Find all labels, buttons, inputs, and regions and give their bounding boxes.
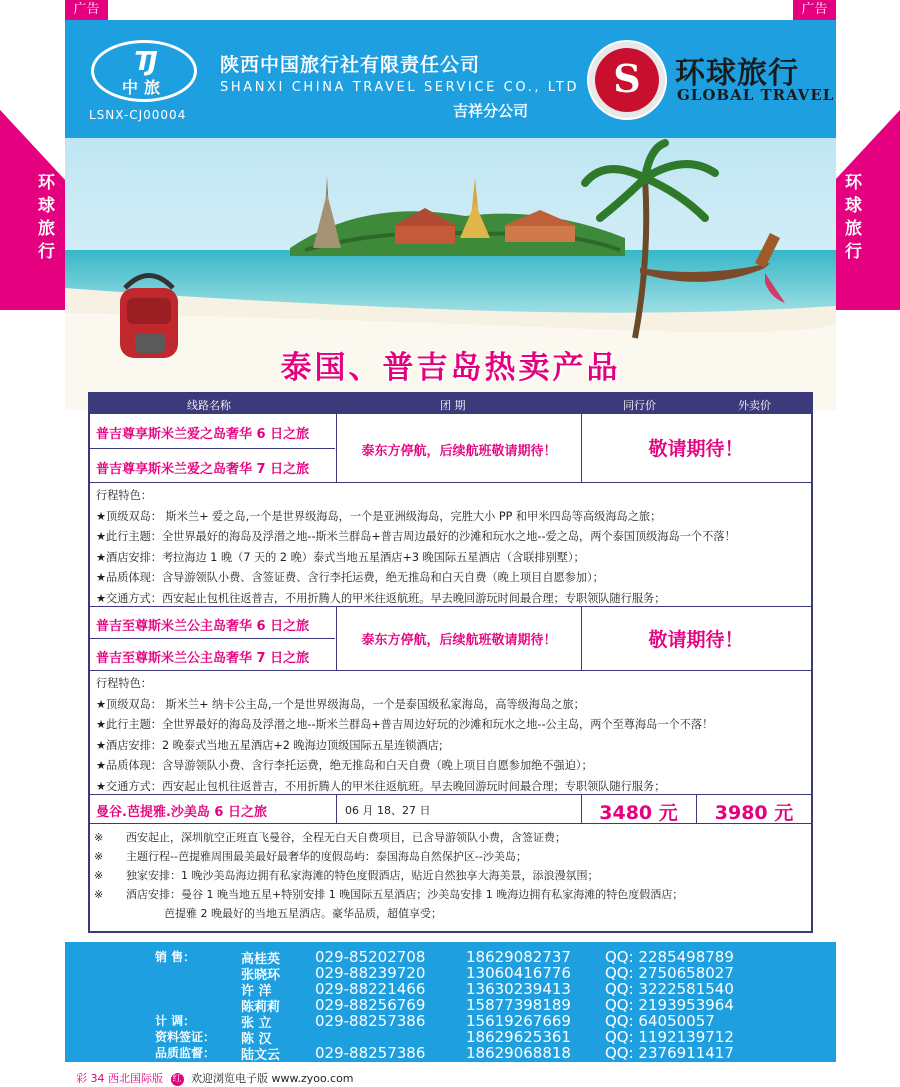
contact-role: 计 调： xyxy=(155,1014,196,1028)
feature-line: ★顶级双岛： 斯米兰+ 爱之岛,一个是世界级海岛，一个是亚洲级海岛，完胜大小 PP 和甲米四岛等高级海岛之旅； xyxy=(96,509,662,523)
ad-tag-right: 广告 xyxy=(793,0,836,20)
product-name: 普吉至尊斯米兰公主岛奢华 6 日之旅 xyxy=(96,619,310,634)
status-label: 泰东方停航，后续航班敬请期待！ xyxy=(361,444,557,459)
itinerary-features xyxy=(90,670,811,794)
retail-price-value: 3980 元 xyxy=(714,802,794,824)
page-footer xyxy=(76,1070,354,1086)
feature-line: 行程特色： xyxy=(96,489,152,502)
contact-name: 张 立 xyxy=(241,1016,272,1031)
price-note-label: 敬请期待！ xyxy=(648,438,744,460)
contact-qq: QQ: 1192139712 xyxy=(605,1028,734,1046)
feature-line: ★此行主题：全世界最好的海岛及浮潜之地--斯米兰群岛+普吉周边最好的沙滩和玩水之地--爱之岛，两个泰国顶级海岛一个不落！ xyxy=(96,530,736,544)
contact-row xyxy=(65,964,836,983)
feature-line: ★酒店安排：2 晚泰式当地五星酒店+2 晚海边顶级国际五星连锁酒店; xyxy=(96,738,443,752)
contact-row xyxy=(65,1044,836,1063)
header-route: 线路名称 xyxy=(187,399,231,412)
note-mark: ※ xyxy=(94,888,104,901)
side-ribbon-right xyxy=(835,110,900,310)
contact-row xyxy=(65,1028,836,1047)
contact-tel: 029-88221466 xyxy=(315,980,426,998)
product-name: 普吉至尊斯米兰公主岛奢华 7 日之旅 xyxy=(96,651,310,666)
product-name: 曼谷.芭提雅.沙美岛 6 日之旅 xyxy=(96,805,267,820)
product-table xyxy=(88,392,813,933)
contact-row xyxy=(65,948,836,967)
page-label: 彩 34 西北国际版 xyxy=(76,1072,163,1085)
red-badge-icon: 红 xyxy=(172,1073,182,1084)
contact-qq: QQ: 2750658027 xyxy=(605,964,734,982)
ribbon-char: 环 xyxy=(38,173,55,193)
tour-dates-label: 06 月 18、27 日 xyxy=(345,804,431,817)
feature-line: ★品质体现：含导游领队小费、含行李托运费，绝无推岛和白天自费（晚上项目自愿参加绝不强迫）； xyxy=(96,759,593,773)
note-text: 主题行程--芭提雅周围最美最好最奢华的度假岛屿：泰国海岛自然保护区--沙美岛； xyxy=(126,850,527,863)
contact-mobile: 15619267669 xyxy=(466,1012,571,1030)
note-line xyxy=(94,828,811,847)
cts-logo xyxy=(91,40,197,102)
logo-text: 中旅 xyxy=(121,78,166,97)
note-line xyxy=(94,847,811,866)
itinerary-features xyxy=(90,482,811,606)
note-text: 芭提雅 2 晚最好的当地五星酒店。豪华品质，超值享受； xyxy=(164,907,442,920)
tour-dates xyxy=(336,795,582,823)
company-name-cn: 陕西中国旅行社有限责任公司 xyxy=(220,54,481,76)
price-note-label: 敬请期待！ xyxy=(648,629,744,651)
ribbon-text-right xyxy=(845,172,863,264)
price-note xyxy=(581,414,811,482)
contact-qq: QQ: 2193953964 xyxy=(605,996,734,1014)
global-travel-logo xyxy=(589,42,665,118)
ribbon-char: 环 xyxy=(845,173,862,193)
contact-qq: QQ: 2285498789 xyxy=(605,948,734,966)
contact-row xyxy=(65,1012,836,1031)
row-divider xyxy=(90,638,335,639)
contact-name: 许 洋 xyxy=(241,984,272,999)
contact-mobile: 13060416776 xyxy=(466,964,571,982)
contact-name: 陈 汉 xyxy=(241,1032,272,1047)
global-travel-name-en: GLOBAL TRAVEL xyxy=(677,86,835,104)
table-row xyxy=(90,413,811,482)
note-text: 西安起止，深圳航空正班直飞曼谷，全程无白天自费项目，已含导游领队小费，含签证费； xyxy=(126,831,566,844)
branch-name: 吉祥分公司 xyxy=(453,102,529,120)
contact-panel xyxy=(65,942,836,1062)
note-mark: ※ xyxy=(94,869,104,882)
contact-role: 资料签证： xyxy=(155,1030,216,1044)
ad-page xyxy=(65,20,836,1062)
header-retail-price: 外卖价 xyxy=(738,399,771,412)
contact-row xyxy=(65,980,836,999)
ribbon-text-left xyxy=(38,172,56,264)
peer-price xyxy=(581,795,697,823)
contact-qq: QQ: 64050057 xyxy=(605,1012,715,1030)
global-travel-logo-letter: S xyxy=(613,56,641,101)
contact-name: 张晓环 xyxy=(241,968,281,983)
contact-mobile: 18629625361 xyxy=(466,1028,571,1046)
contact-role: 品质监督： xyxy=(155,1046,216,1060)
note-line xyxy=(94,885,811,904)
ribbon-char: 行 xyxy=(845,242,862,262)
product-name: 普吉尊享斯米兰爱之岛奢华 6 日之旅 xyxy=(96,427,310,442)
license-number: LSNX-CJ00004 xyxy=(89,108,187,122)
note-line xyxy=(94,866,811,885)
header-date: 团 期 xyxy=(440,399,466,412)
contact-tel: 029-88239720 xyxy=(315,964,426,982)
contact-qq: QQ: 3222581540 xyxy=(605,980,734,998)
contact-name: 陈莉莉 xyxy=(241,1000,281,1015)
contact-mobile: 15877398189 xyxy=(466,996,571,1014)
ribbon-char: 行 xyxy=(38,242,55,262)
contact-tel: 029-85202708 xyxy=(315,948,426,966)
contact-name: 高桂英 xyxy=(241,952,281,967)
contact-tel: 029-88257386 xyxy=(315,1012,426,1030)
company-name-en: SHANXI CHINA TRAVEL SERVICE CO., LTD xyxy=(220,80,580,95)
feature-line: ★顶级双岛： 斯米兰+ 纳卡公主岛,一个是世界级海岛，一个是泰国级私家海岛，高等级海岛之旅； xyxy=(96,697,585,711)
status-text xyxy=(336,607,582,670)
feature-line: ★品质体现：含导游领队小费、含签证费、含行李托运费，绝无推岛和白天自费（晚上项目自愿参加）； xyxy=(96,571,604,585)
feature-line: ★此行主题：全世界最好的海岛及浮潜之地--斯米兰群岛+普吉周边好玩的沙滩和玩水之地--公主岛，两个至尊海岛一个不落！ xyxy=(96,718,714,732)
feature-line: ★酒店安排：考拉海边 1 晚（7 天的 2 晚）泰式当地五星酒店+3 晚国际五星酒店（含联排别墅）； xyxy=(96,550,585,564)
note-text: 酒店安排：曼谷 1 晚当地五星+特别安排 1 晚国际五星酒店；沙美岛安排 1 晚海边拥有私家海滩的特色度假酒店； xyxy=(126,888,684,901)
status-label: 泰东方停航，后续航班敬请期待！ xyxy=(361,633,557,648)
product-name: 普吉尊享斯米兰爱之岛奢华 7 日之旅 xyxy=(96,462,310,477)
contact-qq: QQ: 2376911417 xyxy=(605,1044,734,1062)
note-mark: ※ xyxy=(94,850,104,863)
peer-price-value: 3480 元 xyxy=(599,802,678,824)
global-travel-logo-disc xyxy=(595,48,659,112)
contact-tel: 029-88257386 xyxy=(315,1044,426,1062)
ribbon-char: 球 xyxy=(845,196,862,216)
note-text: 独家安排：1 晚沙美岛海边拥有私家海滩的特色度假酒店，贴近自然独享大海美景，添浪漫氛围； xyxy=(126,869,599,882)
contact-mobile: 18629068818 xyxy=(466,1044,571,1062)
header-peer-price: 同行价 xyxy=(623,399,656,412)
status-text xyxy=(336,414,582,482)
feature-line: ★交通方式：西安起止包机往返普吉，不用折腾人的甲米往返航班。早去晚回游玩时间最合理；专职领队随行服务； xyxy=(96,779,666,793)
side-ribbon-left xyxy=(0,110,65,310)
ribbon-char: 旅 xyxy=(845,219,862,239)
contact-name: 陆文云 xyxy=(241,1048,281,1063)
feature-line: 行程特色： xyxy=(96,677,152,690)
logo-mark: TJ xyxy=(134,47,154,77)
table-row xyxy=(90,794,811,823)
retail-price xyxy=(697,795,811,823)
contact-tel: 029-88256769 xyxy=(315,996,426,1014)
ribbon-char: 球 xyxy=(38,196,55,216)
ribbon-char: 旅 xyxy=(38,219,55,239)
welcome-text[interactable]: 欢迎浏览电子版 www.zyoo.com xyxy=(191,1072,354,1085)
contact-role: 销 售： xyxy=(155,950,196,964)
table-row xyxy=(90,606,811,670)
table-header xyxy=(90,394,811,413)
note-line xyxy=(94,904,811,923)
contact-mobile: 18629082737 xyxy=(466,948,571,966)
ad-tag-left: 广告 xyxy=(65,0,108,20)
tour-notes xyxy=(90,823,811,931)
global-travel-name-cn: 环球旅行 xyxy=(675,56,799,91)
header xyxy=(65,20,836,138)
feature-line: ★交通方式：西安起止包机往返普吉，不用折腾人的甲米往返航班。早去晚回游玩时间最合理；专职领队随行服务； xyxy=(96,591,666,605)
contact-mobile: 13630239413 xyxy=(466,980,571,998)
headline: 泰国、普吉岛热卖产品 xyxy=(280,350,621,386)
note-mark: ※ xyxy=(94,831,104,844)
price-note xyxy=(581,607,811,670)
contact-row xyxy=(65,996,836,1015)
row-divider xyxy=(90,448,335,449)
